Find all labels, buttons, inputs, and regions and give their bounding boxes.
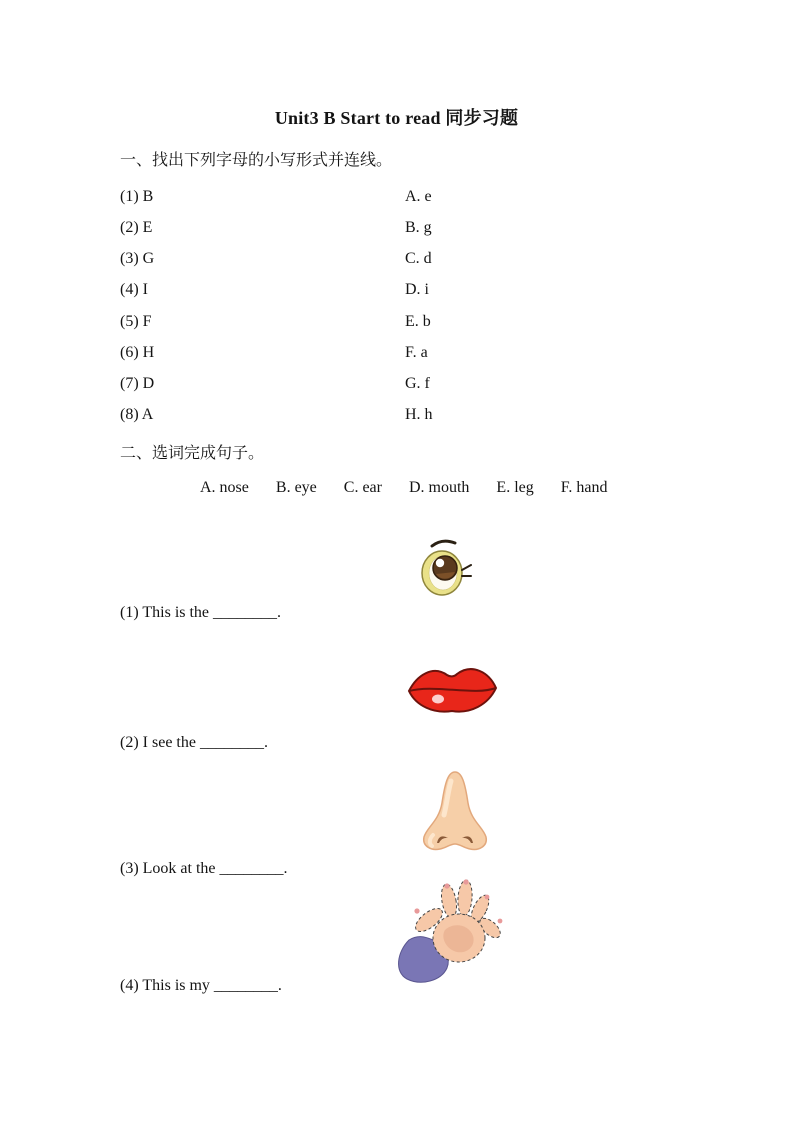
match-row [120,313,460,333]
match-letter: (4) I [120,281,148,298]
match-letter: (1) B [120,188,154,205]
word-bank-item: D. mouth [408,479,470,496]
match-letter: (2) E [120,219,153,236]
section2-heading: 二、选词完成句子。 [120,445,265,462]
match-option: A. e [405,188,432,205]
section1-heading: 一、找出下列字母的小写形式并连线。 [120,152,393,169]
match-letter: (6) H [120,344,155,361]
match-letter: (7) D [120,375,155,392]
word-bank-item: F. hand [560,479,608,496]
hand-image [393,878,511,986]
match-letter: (5) F [120,313,152,330]
eye-image [418,536,472,596]
match-letter: (8) A [120,406,154,423]
word-bank-item: E. leg [496,479,534,496]
nose-image [411,769,499,855]
page-title: Unit3 B Start to read 同步习题 [274,108,519,128]
word-bank-item: A. nose [200,479,249,496]
word-bank [200,479,607,497]
match-option: E. b [405,313,431,330]
word-bank-item: C. ear [343,479,382,496]
word-bank-item: B. eye [275,479,317,496]
question-sentence: (4) This is my ________. [120,977,282,994]
match-option: B. g [405,219,432,236]
match-option: H. h [405,406,433,423]
mouth-image [404,660,500,716]
match-row [120,219,460,239]
match-letter: (3) G [120,250,155,267]
match-row [120,281,460,301]
match-option: C. d [405,250,432,267]
match-row [120,344,460,364]
match-option: F. a [405,344,428,361]
match-option: D. i [405,281,429,298]
match-option: G. f [405,375,430,392]
match-row [120,375,460,395]
match-row [120,406,460,426]
question-sentence: (2) I see the ________. [120,734,268,751]
question-sentence: (3) Look at the ________. [120,860,288,877]
match-row [120,188,460,208]
match-row [120,250,460,270]
question-sentence: (1) This is the ________. [120,604,282,621]
